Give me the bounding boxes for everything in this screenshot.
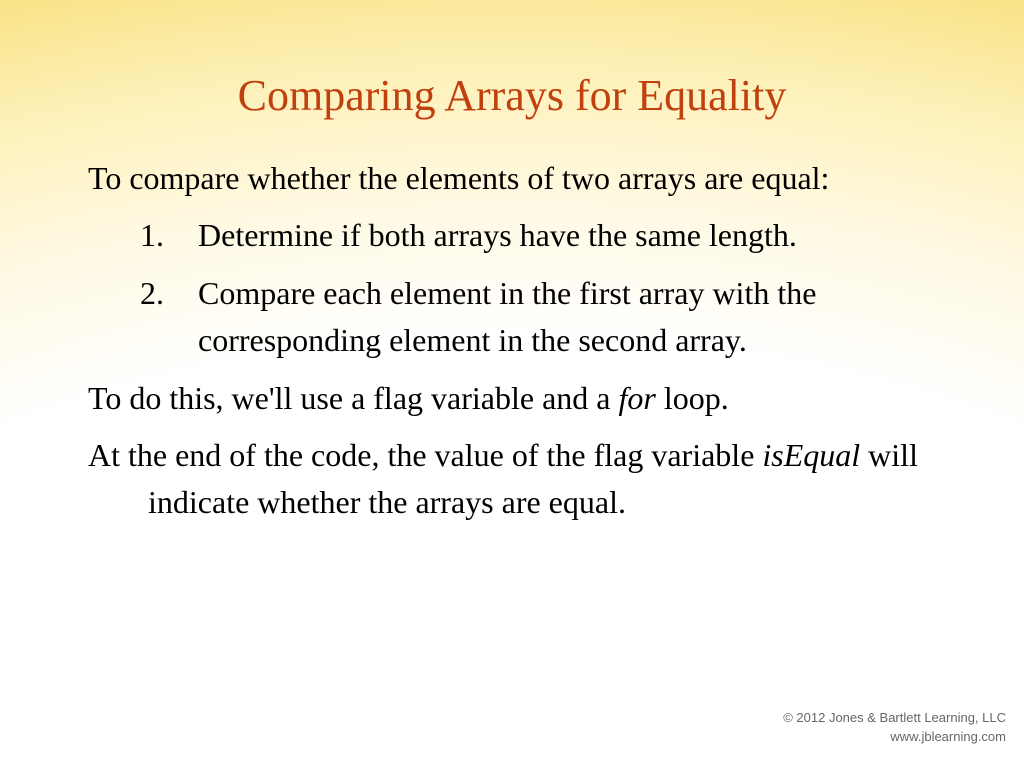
flag-variable-paragraph [88,375,928,422]
step-item-1 [88,212,928,259]
step-number: 1. [140,217,164,253]
paragraph-text: To do this, we'll use a flag variable and a [88,380,619,416]
paragraph-text: loop. [655,380,729,416]
copyright-notice [783,708,1006,746]
variable-isequal: isEqual [762,437,861,473]
slide-body [88,155,928,536]
step-text: Compare each element in the first array with the corresponding element in the second array. [198,275,817,358]
copyright-text: © 2012 Jones & Bartlett Learning, LLC [783,710,1006,725]
step-text: Determine if both arrays have the same length. [198,217,797,253]
keyword-for: for [618,380,656,416]
step-item-2 [88,270,928,364]
step-number: 2. [140,275,164,311]
paragraph-text: will indicate whether the arrays are equal. [148,437,918,520]
paragraph-text: At the end of the code, the value of the flag variable [88,437,763,473]
website-text: www.jblearning.com [890,729,1006,744]
intro-paragraph: To compare whether the elements of two arrays are equal: [88,160,830,196]
isequal-paragraph [88,432,928,526]
steps-list [88,212,928,364]
slide-title: Comparing Arrays for Equality [237,71,787,120]
